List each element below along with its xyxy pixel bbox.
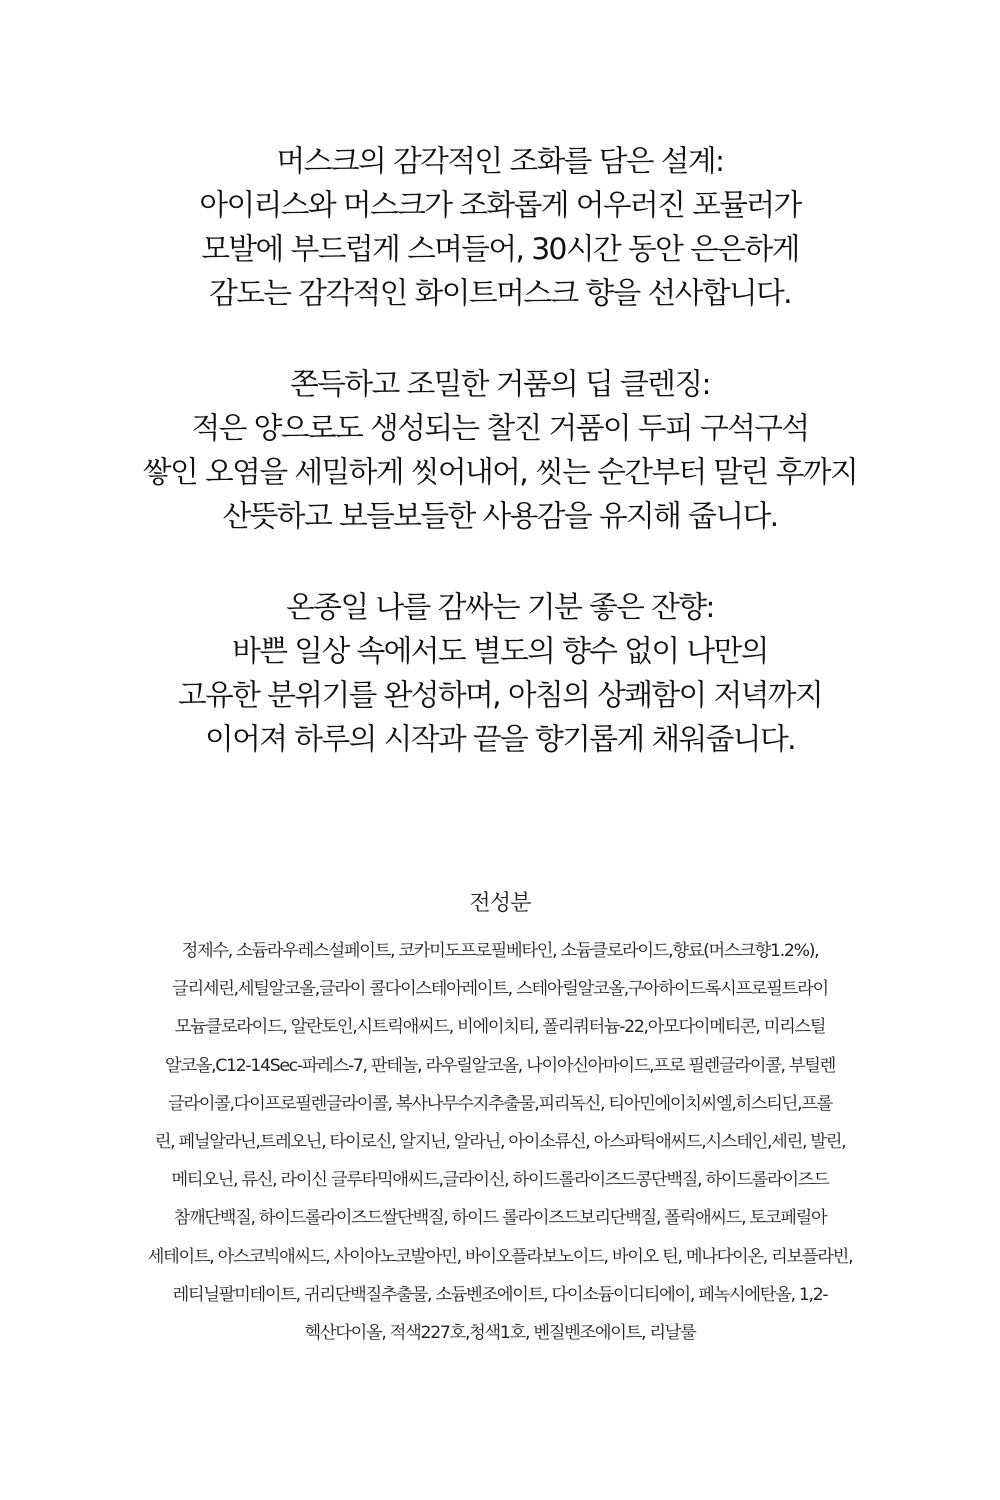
ingredients-line: 레티닐팔미테이트, 귀리단백질추출물, 소듐벤조에이트, 다이소듐이디티에이, 페녹시에탄올, 1,2- — [172, 1284, 828, 1305]
ingredients-line: 린, 페닐알라닌,트레오닌, 타이로신, 알지닌, 알라닌, 아이소류신, 아스파틱애씨드,시스테인,세린, 발린, — [154, 1132, 846, 1153]
feature-body-line: 적은 양으로도 생성되는 찰진 거품이 두피 구석구석 — [191, 411, 809, 446]
ingredients-line: 글리세린,세틸알코올,글라이 콜다이스테아레이트, 스테아릴알코올,구아하이드록시프로필트라이 — [172, 979, 828, 1000]
feature-body-line: 모발에 부드럽게 스며들어, 30시간 동안 은은하게 — [201, 232, 799, 267]
ingredients-title: 전성분 — [469, 891, 531, 916]
feature-block-musk-harmony — [0, 140, 1000, 316]
ingredients-line: 세테이트, 아스코빅애씨드, 사이아노코발아민, 바이오플라보노이드, 바이오 틴, 메나다이온, 리보플라빈, — [147, 1246, 853, 1267]
feature-body-line: 이어져 하루의 시작과 끝을 향기롭게 채워줍니다. — [205, 722, 795, 757]
ingredients-section — [0, 884, 1000, 1352]
ingredients-line: 참깨단백질, 하이드롤라이즈드쌀단백질, 하이드 롤라이즈드보리단백질, 폴릭애씨드, 토코페릴아 — [173, 1208, 827, 1229]
feature-heading: 쫀득하고 조밀한 거품의 딥 클렌징: — [290, 367, 710, 402]
feature-body-line: 산뜻하고 보들보들한 사용감을 유지해 줍니다. — [222, 499, 778, 534]
feature-block-deep-cleansing — [0, 363, 1000, 539]
feature-body-line: 아이리스와 머스크가 조화롭게 어우러진 포뮬러가 — [199, 188, 801, 223]
ingredients-line: 정제수, 소듐라우레스설페이트, 코카미도프로필베타인, 소듐클로라이드,향료(머스크향1.2%), — [181, 941, 819, 961]
ingredients-line: 헥산다이올, 적색227호,청색1호, 벤질벤조에이트, 리날룰 — [304, 1323, 696, 1344]
feature-body-line: 바쁜 일상 속에서도 별도의 향수 없이 나만의 — [232, 634, 768, 669]
feature-heading: 온종일 나를 감싸는 기분 좋은 잔향: — [286, 590, 714, 625]
feature-body-line: 고유한 분위기를 완성하며, 아침의 상쾌함이 저녁까지 — [177, 678, 823, 713]
ingredients-line: 알코올,C12-14Sec-파레스-7, 판테놀, 라우릴알코올, 나이아신아마이드,프로 필렌글라이콜, 부틸렌 — [164, 1055, 836, 1076]
feature-descriptions — [0, 140, 1000, 809]
feature-heading: 머스크의 감각적인 조화를 담은 설계: — [276, 144, 724, 179]
ingredients-line: 글라이콜,다이프로필렌글라이콜, 복사나무수지추출물,피리독신, 티아민에이치씨엘,히스티딘,프롤 — [167, 1093, 833, 1114]
feature-body-line: 감도는 감각적인 화이트머스크 향을 선사합니다. — [208, 276, 792, 311]
ingredients-line: 모늄클로라이드, 알란토인,시트릭애씨드, 비에이치티, 폴리쿼터늄-22,아모다이메티콘, 미리스틸 — [174, 1017, 826, 1038]
feature-block-lingering-scent — [0, 586, 1000, 762]
ingredients-line: 메티오닌, 류신, 라이신 글루타믹애씨드,글라이신, 하이드롤라이즈드콩단백질, 하이드롤라이즈드 — [171, 1170, 829, 1191]
feature-body-line: 쌓인 오염을 세밀하게 씻어내어, 씻는 순간부터 말린 후까지 — [142, 455, 858, 490]
